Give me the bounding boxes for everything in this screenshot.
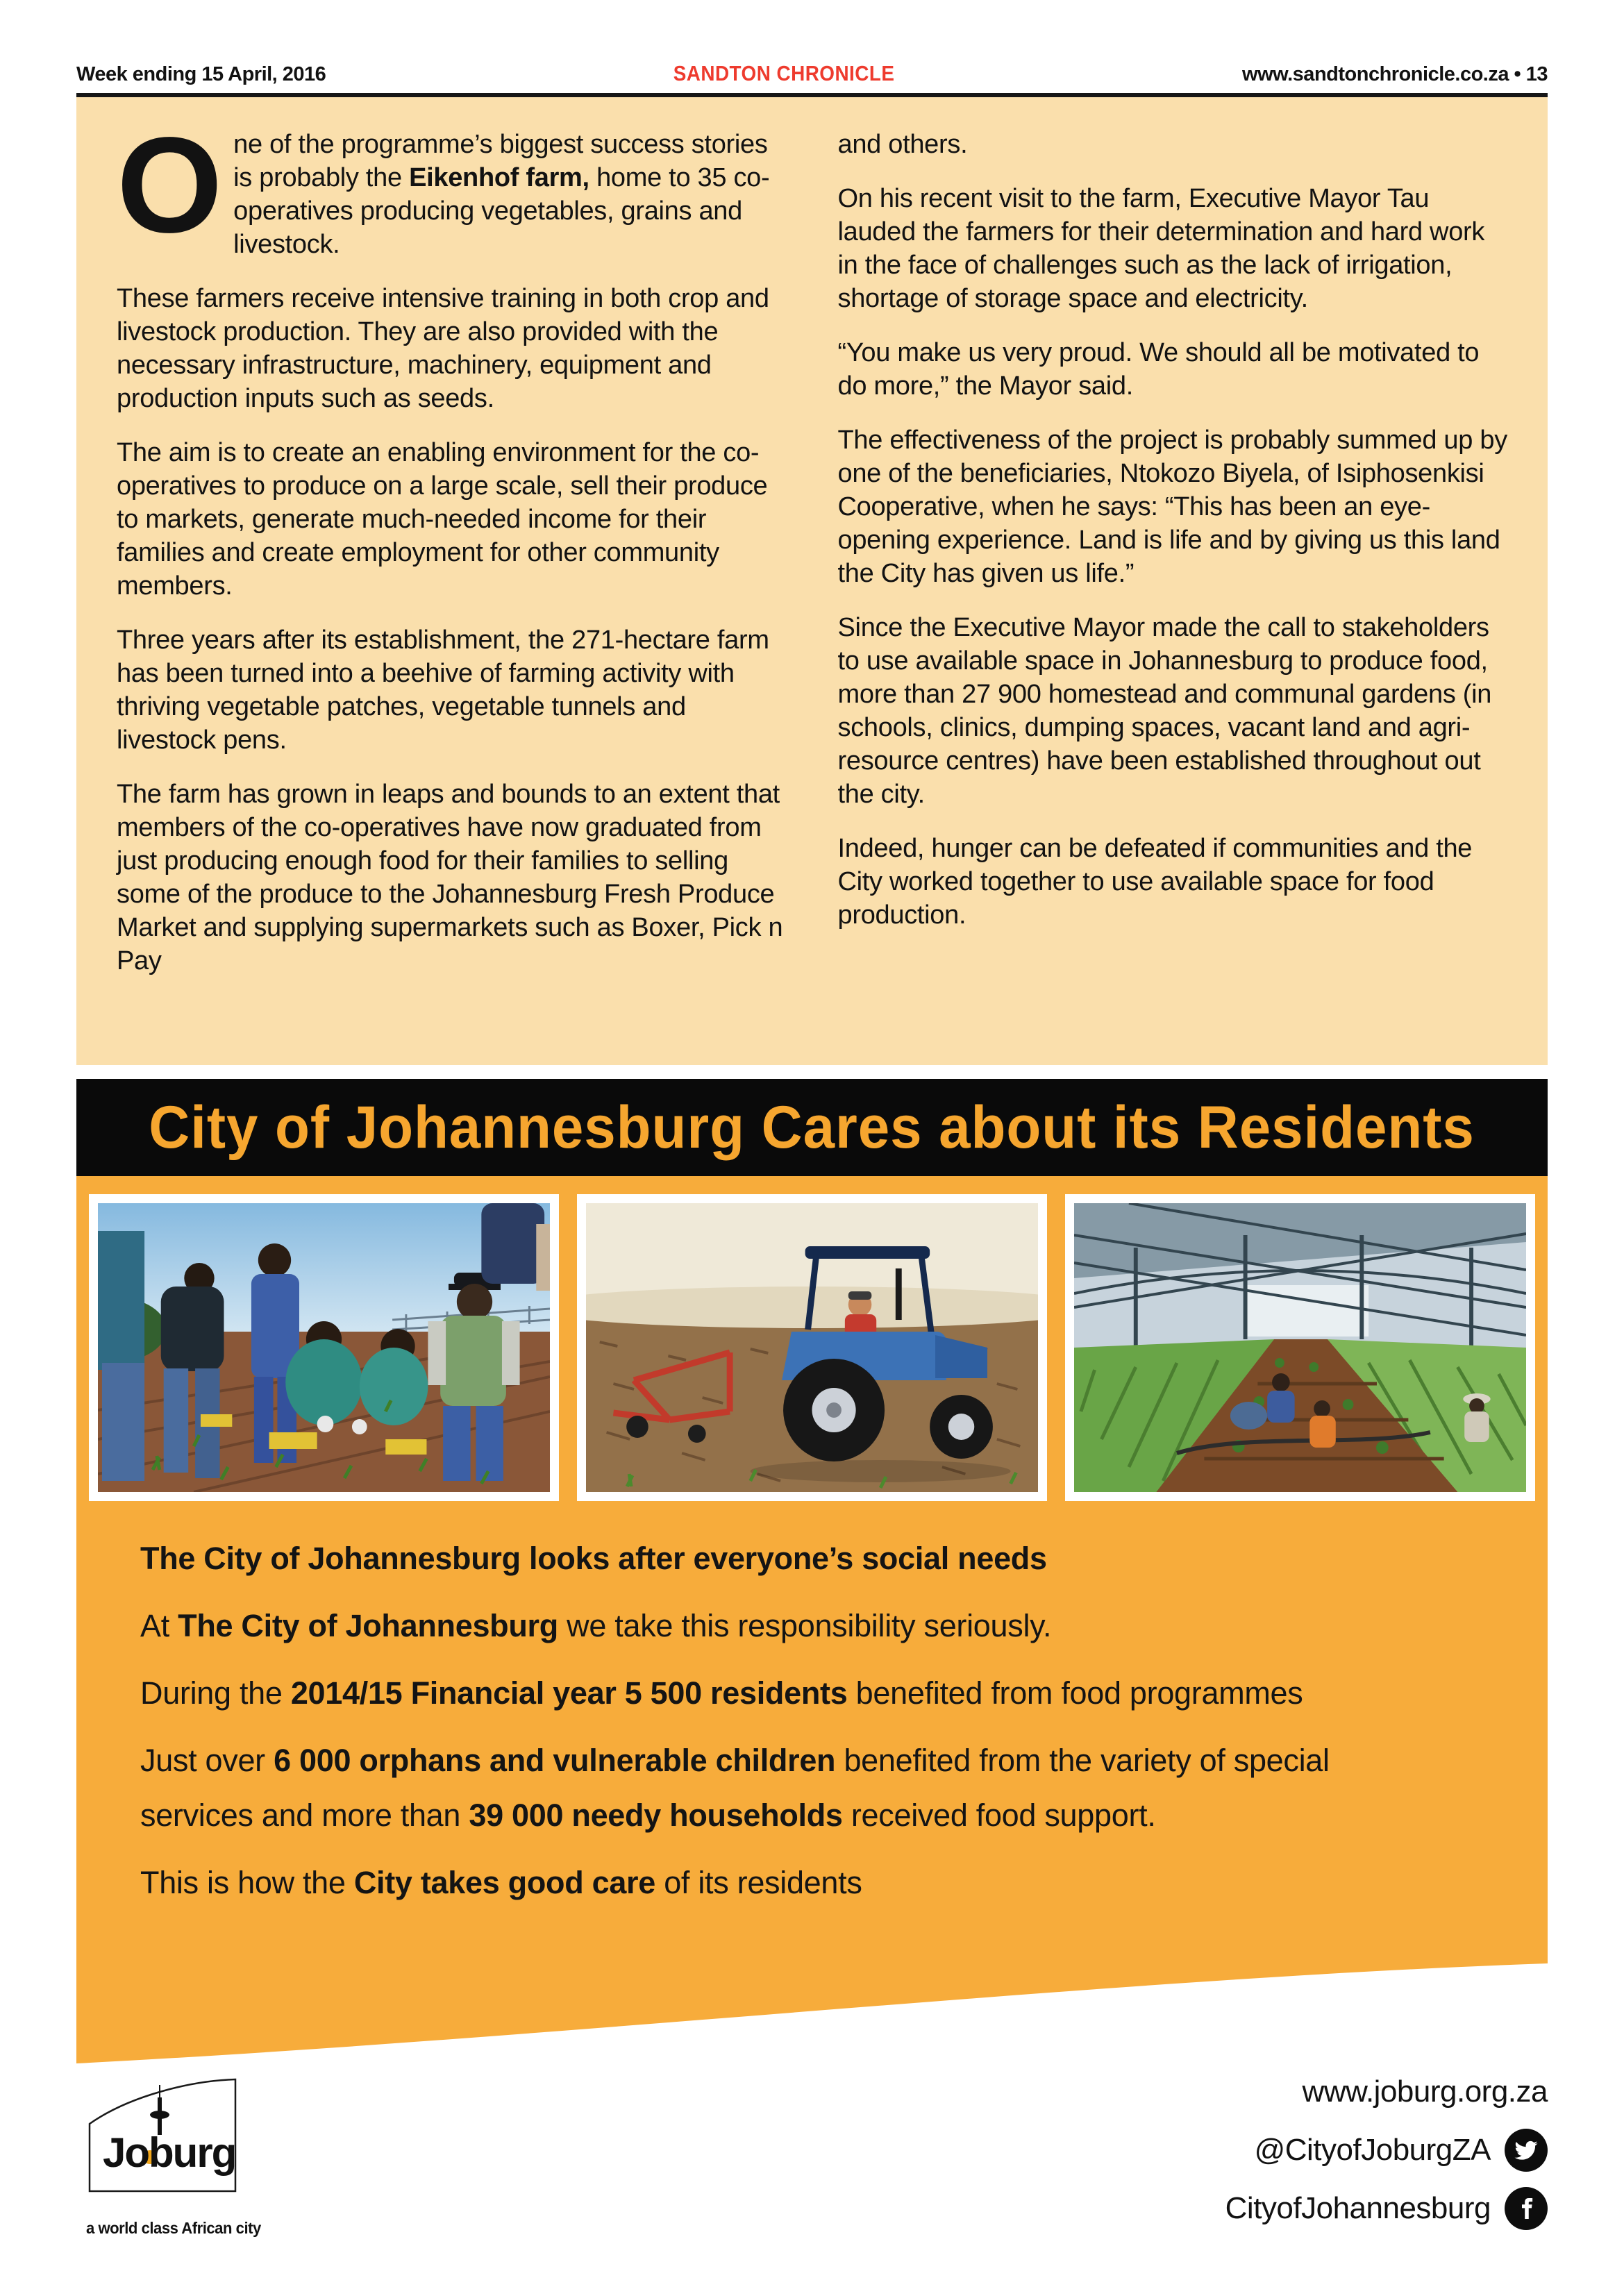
footer-twitter-handle: @CityofJoburgZA (1254, 2133, 1491, 2167)
footer-website: www.joburg.org.za (1302, 2075, 1548, 2109)
joburg-logo-mark (86, 2075, 239, 2193)
article-paragraph: The aim is to create an enabling environment for the co-operatives to produce on a large scale, sell their produce to markets, generate much-needed income for their families and create employment for other community members. (117, 438, 768, 601)
article-paragraph: The effectiveness of the project is probably summed up by one of the beneficiaries, Ntokozo Biyela, of Isiphosenkisi Cooperative, when he says: “This has been an eye-opening experience. Land is life and by giving us this land the City has given us life.” (837, 426, 1507, 588)
advert-copy (76, 1501, 1548, 1910)
article-column-right (838, 128, 1508, 1065)
footer-website-row (1303, 2070, 1548, 2114)
article-paragraph: On his recent visit to the farm, Executive Mayor Tau lauded the farmers for their determination and hard work in the face of challenges such as the lack of irrigation, shortage of storage space and electricity. (837, 184, 1485, 313)
twitter-icon (1505, 2129, 1548, 2172)
tractor-photo-illustration (586, 1203, 1038, 1492)
logo-wordmark: Joburg (103, 2129, 236, 2176)
article-paragraph: Since the Executive Mayor made the call to stakeholders to use available space in Johannesburg to produce food, more than 27 900 homestead and communal gardens (in schools, clinics, dumping spaces, vacant land and agri-resource centres) have been established throughout out the city. (837, 613, 1492, 809)
banner-title: City of Johannesburg Cares about its Residents (149, 1093, 1475, 1161)
dropcap: O (117, 109, 223, 261)
masthead-site-page: www.sandtonchronicle.co.za • 13 (1242, 63, 1548, 85)
article-panel (76, 97, 1548, 1065)
advert-headline: The City of Johannesburg looks after everyone’s social needs (140, 1541, 1047, 1576)
footer-links (1225, 2070, 1548, 2231)
masthead (0, 0, 1624, 86)
masthead-date: Week ending 15 April, 2016 (76, 63, 326, 85)
advert-line: At The City of Johannesburg we take this responsibility seriously. (140, 1608, 1052, 1643)
advert-line: Just over 6 000 orphans and vulnerable children benefited from the variety of special services and more than 39 000 needy households received food support. (140, 1743, 1330, 1833)
article-paragraph: The farm has grown in leaps and bounds to an extent that members of the co-operatives have now graduated from just producing enough food for their families to selling some of the produce to the Johannesburg Fresh Produce Market and supplying supermarkets such as Boxer, Pick n Pay (117, 780, 783, 975)
joburg-logo (86, 2075, 261, 2238)
advert-section (76, 1176, 1548, 2068)
page-footer (76, 2068, 1548, 2296)
article-paragraph: These farmers receive intensive training in both crop and livestock production. They are also provided with the necessary infrastructure, machinery, equipment and production inputs such as seeds. (117, 284, 769, 413)
photo-row (76, 1176, 1548, 1501)
article-paragraph: Indeed, hunger can be defeated if communities and the City worked together to use available space for food production. (837, 834, 1473, 930)
greenhouse-photo-illustration (1074, 1203, 1526, 1492)
planting-photo-illustration (98, 1203, 550, 1492)
article-paragraph: Three years after its establishment, the 271-hectare farm has been turned into a beehive of farming activity with thriving vegetable patches, vegetable tunnels and livestock pens. (117, 626, 769, 755)
advert-line: This is how the City takes good care of its residents (140, 1865, 862, 1900)
article-column-left (117, 109, 787, 1065)
article-paragraph: “You make us very proud. We should all be motivated to do more,” the Mayor said. (837, 338, 1480, 401)
photo-planting (89, 1194, 559, 1501)
article-paragraph-lead (117, 109, 787, 261)
photo-tractor (577, 1194, 1047, 1501)
advert-line: During the 2014/15 Financial year 5 500 residents benefited from food programmes (140, 1675, 1303, 1711)
swoosh-curve (76, 1961, 1548, 2068)
logo-tagline: a world class African city (86, 2219, 261, 2237)
footer-facebook-row (1225, 2186, 1548, 2231)
footer-facebook-handle: CityofJohannesburg (1225, 2191, 1491, 2225)
masthead-title: SANDTON CHRONICLE (673, 61, 895, 85)
article-paragraph: and others. (837, 130, 968, 159)
facebook-icon (1505, 2187, 1548, 2230)
footer-twitter-row (1255, 2128, 1548, 2172)
campaign-banner (76, 1079, 1548, 1176)
article-lead-text: ne of the programme’s biggest success stories is probably the Eikenhof farm, home to 35 co-operatives producing vegetables, grains and livestock. (233, 130, 770, 259)
photo-greenhouse (1065, 1194, 1535, 1501)
